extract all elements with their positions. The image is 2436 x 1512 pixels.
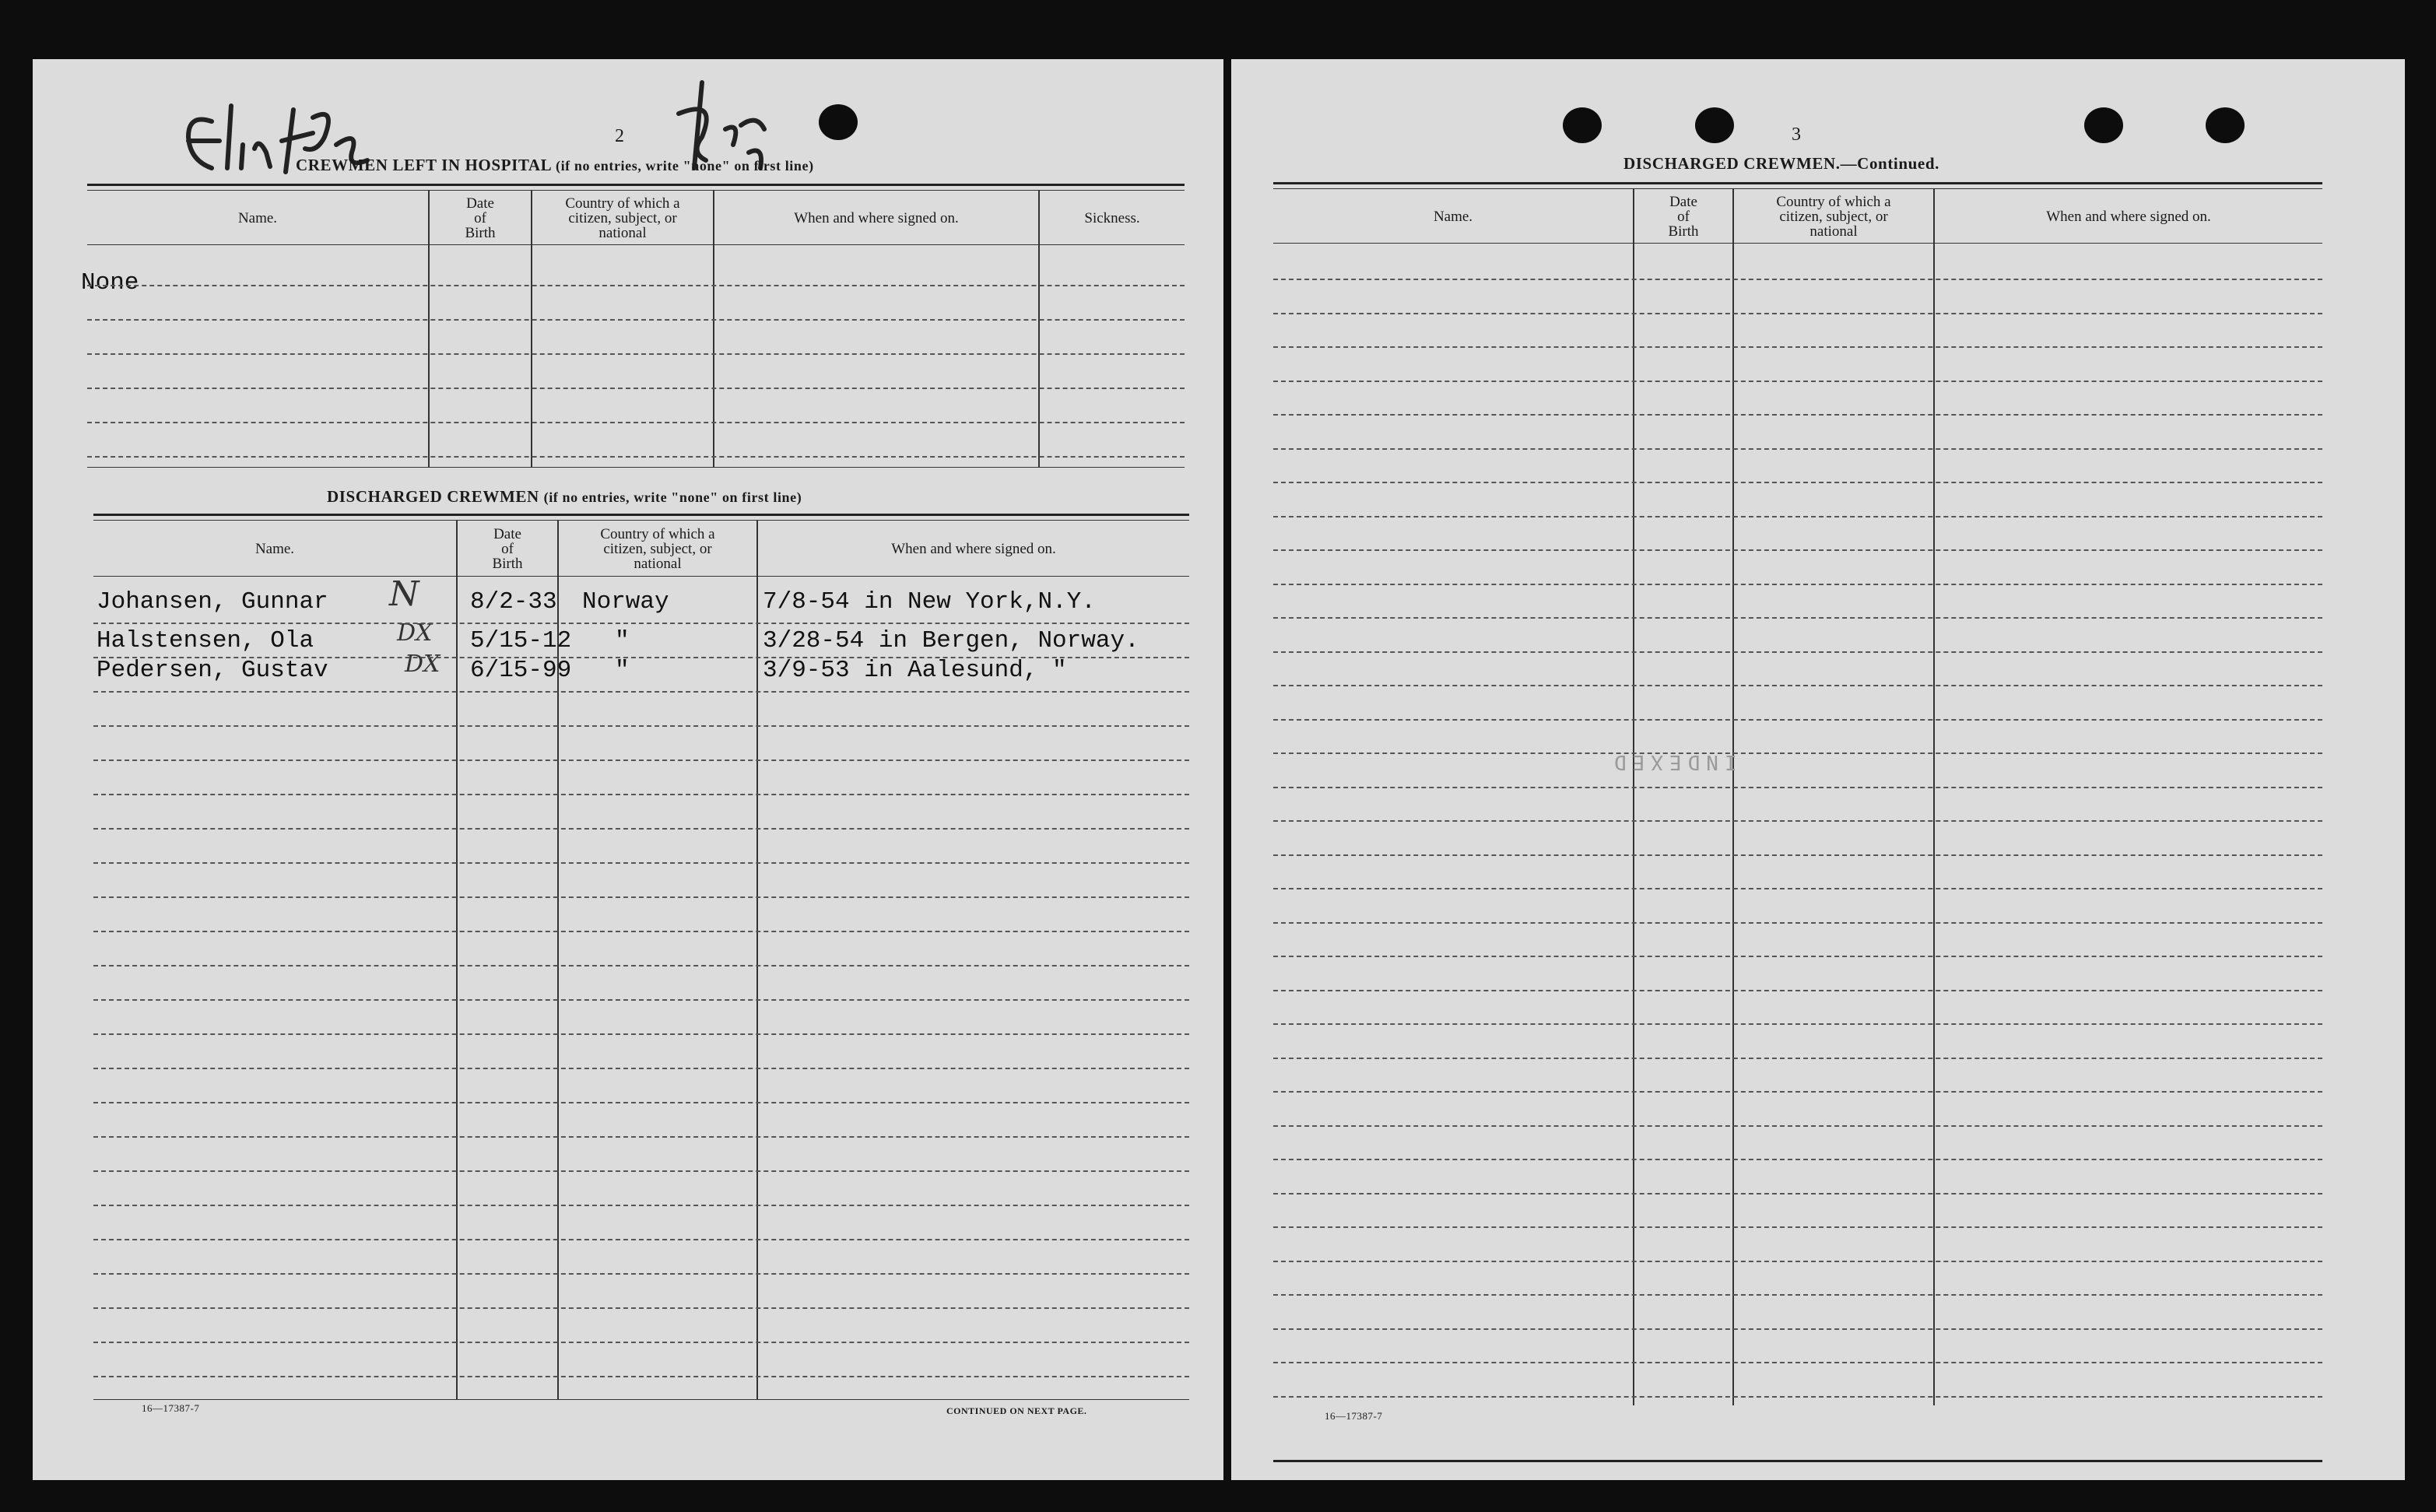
ruled-line [93, 1342, 1189, 1343]
col-header-dob: Date of Birth [1668, 193, 1699, 240]
col-header-signed-on: When and where signed on. [2046, 208, 2211, 225]
ruled-line [1273, 719, 2322, 721]
discharged-section-title [327, 487, 802, 507]
col-header-dob: Date of Birth [492, 525, 523, 572]
ruled-line [93, 1068, 1189, 1069]
ruled-line [1273, 1091, 2322, 1093]
hospital-section-title [296, 156, 814, 175]
ruled-line [93, 760, 1189, 761]
crew-country: " [615, 657, 630, 684]
punch-hole [1563, 107, 1602, 143]
page-number: 3 [1792, 125, 1801, 145]
discharged-title-note: (if no entries, write "none" on first line) [543, 489, 802, 505]
ruled-line [93, 862, 1189, 864]
ruled-line [1273, 990, 2322, 991]
discharged-continued-table [1273, 182, 2322, 1463]
crew-dob: 6/15-99 [470, 657, 572, 684]
ruled-line [93, 1273, 1189, 1275]
ruled-line [93, 1376, 1189, 1377]
ruled-line [1273, 1294, 2322, 1296]
ruled-line [93, 623, 1189, 624]
crew-name: Halstensen, Ola [97, 627, 314, 654]
ruled-line [93, 1205, 1189, 1206]
ruled-line [93, 794, 1189, 795]
ruled-line [93, 1102, 1189, 1103]
ruled-line [93, 965, 1189, 966]
ruled-line [1273, 1193, 2322, 1195]
ruled-line [93, 1239, 1189, 1240]
ruled-line [93, 691, 1189, 693]
ruled-line [93, 725, 1189, 727]
ruled-line [1273, 482, 2322, 483]
col-header-country: Country of which a citizen, subject, or national [565, 195, 680, 241]
ruled-line [93, 931, 1189, 932]
left-page [33, 59, 1223, 1480]
ruled-line [1273, 414, 2322, 416]
handwritten-initial: N [389, 574, 419, 614]
ruled-line [93, 1307, 1189, 1309]
ruled-line [1273, 685, 2322, 686]
punch-hole [819, 104, 858, 140]
ruled-line [1273, 381, 2322, 382]
ruled-line [93, 1033, 1189, 1035]
punch-hole [2206, 107, 2245, 143]
ruled-line [87, 388, 1185, 389]
handwritten-initial: DX [397, 619, 433, 647]
punch-hole [1695, 107, 1734, 143]
discharged-table [93, 514, 1189, 1401]
ruled-line [93, 828, 1189, 830]
ruled-line [1273, 448, 2322, 450]
hospital-table [81, 184, 1185, 523]
ruled-line [1273, 888, 2322, 889]
col-header-dob: Date of Birth [465, 195, 496, 241]
ruled-line [1273, 1328, 2322, 1330]
indexed-stamp: INDEXED [1608, 750, 1737, 774]
continued-note: CONTINUED ON NEXT PAGE. [946, 1405, 1087, 1416]
col-header-country: Country of which a citizen, subject, or national [600, 525, 715, 572]
col-header-signed-on: When and where signed on. [794, 209, 959, 226]
col-header-sickness: Sickness. [1084, 209, 1140, 226]
ruled-line [1273, 1023, 2322, 1025]
ruled-line [93, 999, 1189, 1001]
ruled-line [1273, 584, 2322, 585]
handwritten-initial: DX [405, 651, 441, 678]
crew-signed-on: 3/28-54 in Bergen, Norway. [763, 627, 1139, 654]
punch-hole [2084, 107, 2123, 143]
discharged-continued-title: DISCHARGED CREWMEN.—Continued. [1623, 154, 1939, 173]
ruled-line [1273, 956, 2322, 957]
crew-name: Pedersen, Gustav [97, 657, 328, 684]
crew-country: " [615, 627, 630, 654]
ruled-line [87, 353, 1185, 355]
form-number: 16—17387-7 [142, 1402, 200, 1414]
ruled-line [1273, 787, 2322, 788]
ruled-line [87, 422, 1185, 423]
hospital-title-main: CREWMEN LEFT IN HOSPITAL [296, 156, 552, 174]
ruled-line [87, 285, 1185, 286]
crew-country: Norway [582, 588, 669, 616]
form-number: 16—17387-7 [1325, 1410, 1383, 1422]
page-number: 2 [615, 126, 624, 146]
ruled-line [1273, 1396, 2322, 1398]
ruled-line [1273, 1362, 2322, 1363]
ruled-line [1273, 651, 2322, 653]
hospital-entry: None [81, 269, 139, 296]
ruled-line [1273, 752, 2322, 754]
col-header-name: Name. [254, 540, 295, 557]
col-header-name: Name. [237, 209, 278, 226]
ruled-line [1273, 1159, 2322, 1160]
col-header-name: Name. [1433, 208, 1473, 225]
discharged-title-main: DISCHARGED CREWMEN [327, 487, 539, 506]
ruled-line [1273, 617, 2322, 619]
ruled-line [93, 896, 1189, 898]
ruled-line [1273, 279, 2322, 280]
crew-name: Johansen, Gunnar [97, 588, 328, 616]
col-header-country: Country of which a citizen, subject, or national [1776, 193, 1891, 240]
right-page [1231, 59, 2405, 1480]
crew-signed-on: 7/8-54 in New York,N.Y. [763, 588, 1096, 616]
ruled-line [93, 657, 1189, 658]
ruled-line [87, 319, 1185, 321]
ruled-line [1273, 922, 2322, 924]
ruled-line [1273, 346, 2322, 348]
col-header-signed-on: When and where signed on. [891, 540, 1056, 557]
ruled-line [1273, 549, 2322, 551]
ruled-line [1273, 1125, 2322, 1127]
ruled-line [1273, 313, 2322, 314]
crew-dob: 8/2-33 [470, 588, 557, 616]
ruled-line [93, 1170, 1189, 1172]
crew-dob: 5/15-12 [470, 627, 572, 654]
crew-signed-on: 3/9-53 in Aalesund, " [763, 657, 1067, 684]
hospital-title-note: (if no entries, write "none" on first line) [555, 158, 814, 174]
ruled-line [1273, 1261, 2322, 1262]
ruled-line [1273, 516, 2322, 517]
ruled-line [1273, 1226, 2322, 1228]
ruled-line [87, 456, 1185, 458]
ruled-line [1273, 854, 2322, 856]
ruled-line [1273, 1058, 2322, 1059]
ruled-line [1273, 820, 2322, 822]
ruled-line [93, 1136, 1189, 1138]
